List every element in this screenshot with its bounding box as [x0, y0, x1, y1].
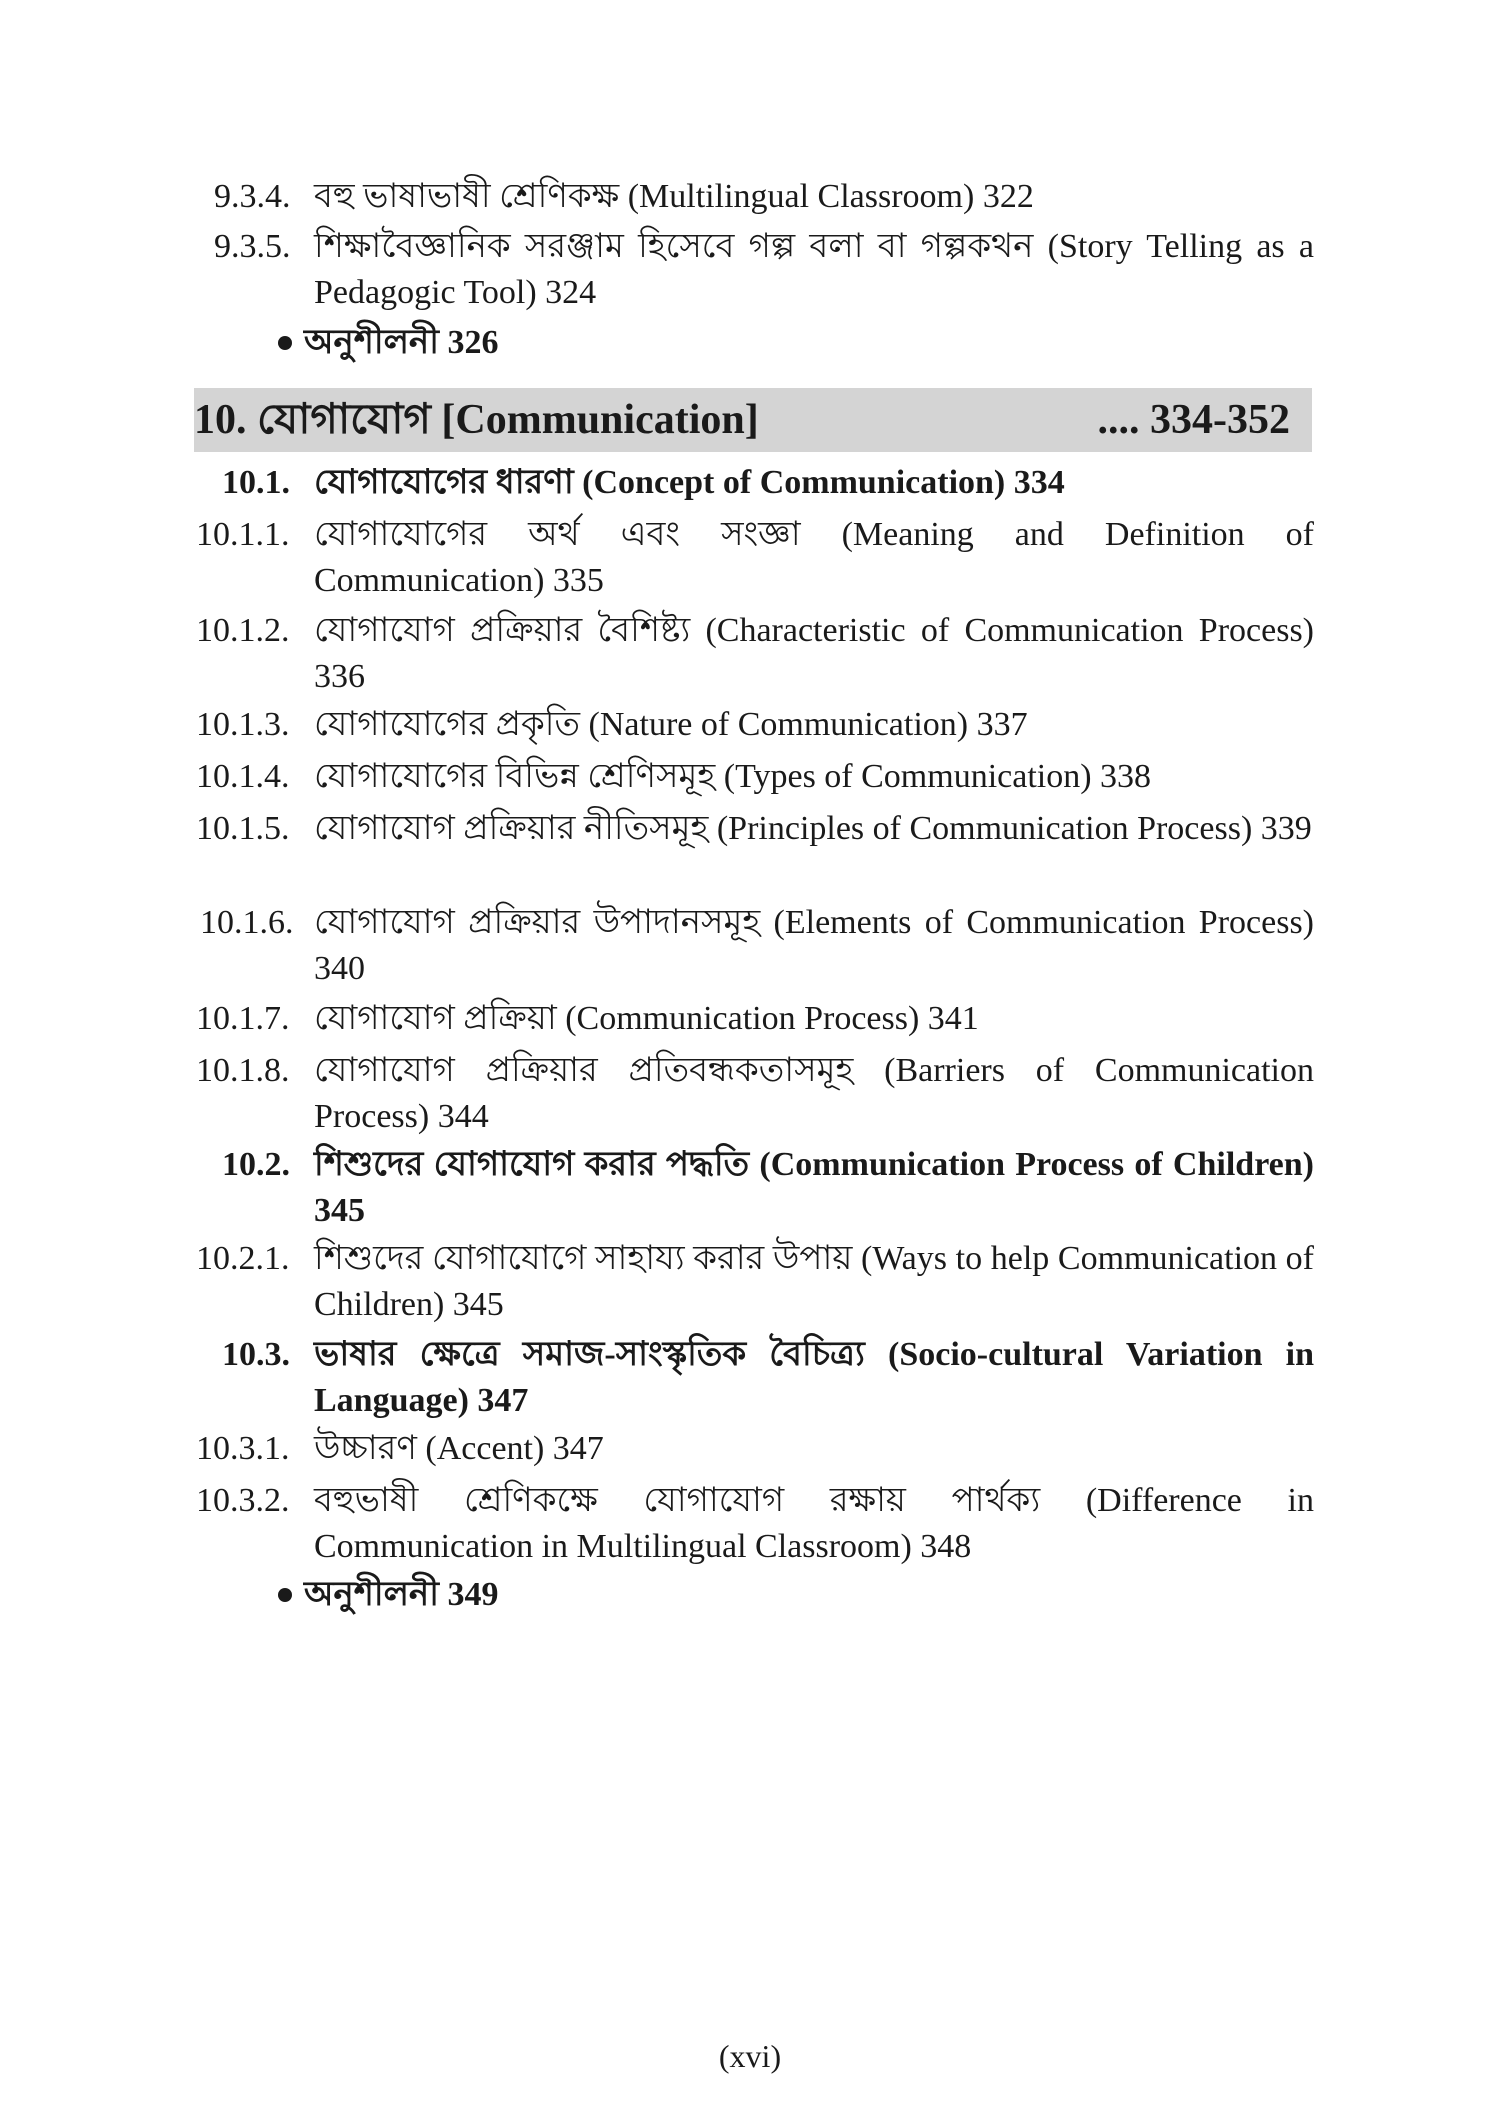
- bullet-icon: [278, 336, 292, 350]
- entry-text: যোগাযোগের ধারণা (Concept of Communication) 334: [314, 464, 1065, 501]
- entry-number: 9.3.5.: [214, 228, 291, 265]
- entry-number: 10.3.: [222, 1336, 290, 1373]
- entry-text: শিশুদের যোগাযোগে সাহায্য করার উপায় (Ways to help Communication of Children) 345: [314, 1240, 1314, 1323]
- entry-text: শিশুদের যোগাযোগ করার পদ্ধতি (Communication Process of Children) 345: [314, 1146, 1314, 1229]
- entry-number: 10.1.1.: [196, 516, 290, 553]
- entry-number: 10.1.2.: [196, 612, 290, 649]
- toc-entry: [196, 754, 1314, 800]
- entry-number: 10.1.5.: [196, 810, 290, 847]
- entry-number: 10.2.1.: [196, 1240, 290, 1277]
- toc-entry: [196, 806, 1314, 898]
- entry-text: উচ্চারণ (Accent) 347: [314, 1430, 604, 1467]
- entry-text: ভাষার ক্ষেত্রে সমাজ-সাংস্কৃতিক বৈচিত্র্য (Socio-cultural Variation in Language) 347: [314, 1336, 1314, 1419]
- page-number: (xvi): [718, 2038, 782, 2074]
- toc-section: [222, 1142, 1314, 1234]
- toc-entry: [196, 512, 1314, 604]
- entry-number: 10.1.: [222, 464, 290, 501]
- entry-number: 10.1.3.: [196, 706, 290, 743]
- toc-entry: [196, 1048, 1314, 1140]
- entry-number: 10.3.2.: [196, 1482, 290, 1519]
- entry-text: বহু ভাষাভাষী শ্রেণিকক্ষ (Multilingual Classroom) 322: [314, 178, 1034, 215]
- toc-entry: [196, 1236, 1314, 1328]
- toc-section: [222, 460, 1314, 506]
- entry-number: 9.3.4.: [214, 178, 291, 215]
- entry-number: 10.1.4.: [196, 758, 290, 795]
- entry-number: 10.1.6.: [200, 904, 294, 941]
- toc-entry: [196, 996, 1314, 1042]
- chapter-heading: [194, 388, 1312, 452]
- exercise-label: অনুশীলনী 349: [304, 1576, 499, 1613]
- entry-number: 10.1.7.: [196, 1000, 290, 1037]
- chapter-page-range: .... 334-352: [1097, 397, 1290, 443]
- bullet-icon: [278, 1588, 292, 1602]
- toc-entry: [200, 900, 1314, 992]
- chapter-title: 10. যোগাযোগ [Communication]: [194, 397, 759, 443]
- entry-text: যোগাযোগ প্রক্রিয়া (Communication Process) 341: [314, 1000, 979, 1037]
- entry-text: যোগাযোগ প্রক্রিয়ার বৈশিষ্ট্য (Characteristic of Communication Process) 336: [314, 612, 1314, 695]
- entry-text: বহুভাষী শ্রেণিকক্ষে যোগাযোগ রক্ষায় পার্থক্য (Difference in Communication in Multilingual Classroom) 348: [314, 1482, 1314, 1565]
- entry-text: যোগাযোগের অর্থ এবং সংজ্ঞা (Meaning and Definition of Communication) 335: [314, 516, 1314, 599]
- toc-entry: [196, 702, 1314, 748]
- entry-number: 10.2.: [222, 1146, 290, 1183]
- toc-entry: [196, 608, 1314, 700]
- exercise-label: অনুশীলনী 326: [304, 324, 499, 361]
- exercise-item: [278, 320, 498, 366]
- toc-entry: [214, 224, 1314, 316]
- entry-number: 10.1.8.: [196, 1052, 290, 1089]
- entry-text: যোগাযোগ প্রক্রিয়ার প্রতিবন্ধকতাসমূহ (Barriers of Communication Process) 344: [314, 1052, 1314, 1135]
- toc-entry: [214, 174, 1314, 220]
- entry-text: যোগাযোগের বিভিন্ন শ্রেণিসমূহ (Types of Communication) 338: [314, 758, 1152, 795]
- exercise-item: [278, 1572, 498, 1618]
- toc-entry: [196, 1478, 1314, 1570]
- entry-text: শিক্ষাবৈজ্ঞানিক সরঞ্জাম হিসেবে গল্প বলা বা গল্পকথন (Story Telling as a Pedagogic Tool) 324: [314, 228, 1314, 311]
- entry-number: 10.3.1.: [196, 1430, 290, 1467]
- toc-section: [222, 1332, 1314, 1424]
- entry-text: যোগাযোগের প্রকৃতি (Nature of Communication) 337: [314, 706, 1028, 743]
- toc-entry: [196, 1426, 1314, 1472]
- entry-text: যোগাযোগ প্রক্রিয়ার নীতিসমূহ (Principles of Communication Process) 339: [314, 810, 1312, 847]
- entry-text: যোগাযোগ প্রক্রিয়ার উপাদানসমূহ (Elements of Communication Process) 340: [314, 904, 1314, 987]
